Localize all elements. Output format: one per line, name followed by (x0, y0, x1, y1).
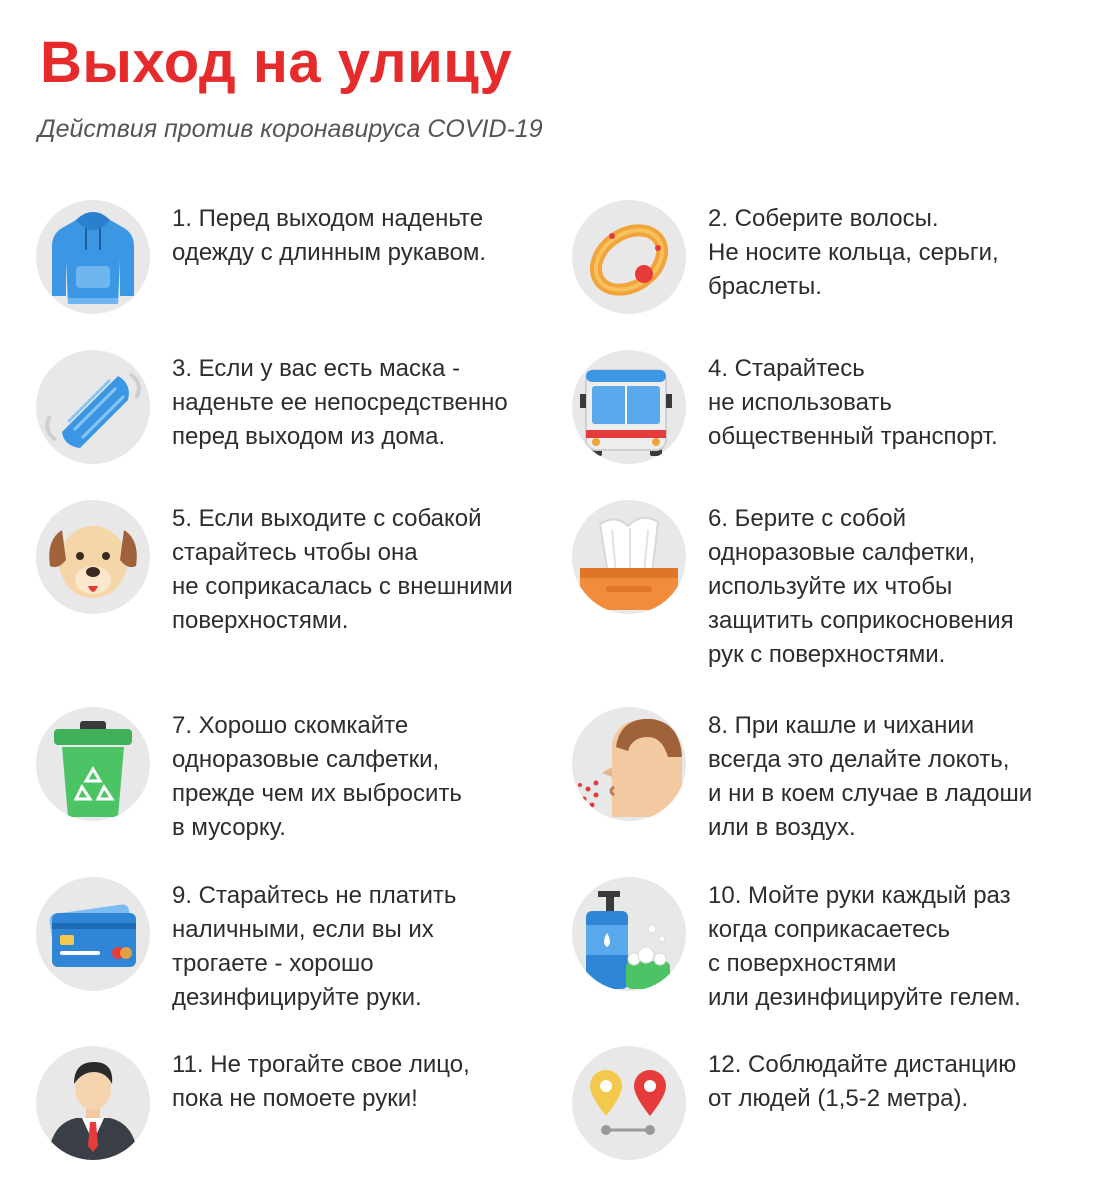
item-text: 6. Берите с собой одноразовые салфетки, используйте их чтобы защитить соприкосновения рук с поверхностями. (708, 505, 1014, 668)
item-text: 2. Соберите волосы. Не носите кольца, серьги, браслеты. (708, 205, 999, 300)
credit-card-icon (36, 877, 150, 991)
tissue-box-icon (572, 500, 686, 614)
item-text: 7. Хорошо скомкайте одноразовые салфетки, прежде чем их выбросить в мусорку. (172, 712, 462, 841)
dog-icon (36, 500, 150, 614)
item-text: 8. При кашле и чихании всегда это делайте локоть, и ни в коем случае в ладоши или в воздух. (708, 712, 1033, 841)
item-text: 1. Перед выходом наденьте одежду с длинным рукавом. (172, 205, 487, 266)
sneeze-icon (572, 707, 686, 821)
item-text: 5. Если выходите с собакой старайтесь чтобы она не соприкасалась с внешними поверхностями. (172, 505, 513, 634)
page-subtitle: Действия против коронавируса COVID-19 (38, 115, 543, 143)
item-text: 9. Старайтесь не платить наличными, если вы их трогаете - хорошо дезинфицируйте руки. (172, 882, 457, 1011)
face-mask-icon (36, 350, 150, 464)
item-text: 12. Соблюдайте дистанцию от людей (1,5-2 метра). (708, 1051, 1017, 1112)
hoodie-icon (36, 200, 150, 314)
bus-icon (572, 350, 686, 464)
item-text: 3. Если у вас есть маска - наденьте ее непосредственно перед выходом из дома. (172, 355, 508, 450)
businessman-icon (36, 1046, 150, 1160)
item-text: 11. Не трогайте свое лицо, пока не помоете руки! (172, 1051, 470, 1112)
soap-dispenser-icon (572, 877, 686, 991)
recycle-bin-icon (36, 707, 150, 821)
item-text: 10. Мойте руки каждый раз когда соприкасаетесь с поверхностями или дезинфицируйте гелем. (708, 882, 1021, 1011)
location-pins-icon (572, 1046, 686, 1160)
page-title: Выход на улицу (40, 30, 513, 95)
item-text: 4. Старайтесь не использовать общественный транспорт. (708, 355, 998, 450)
bracelet-icon (572, 200, 686, 314)
